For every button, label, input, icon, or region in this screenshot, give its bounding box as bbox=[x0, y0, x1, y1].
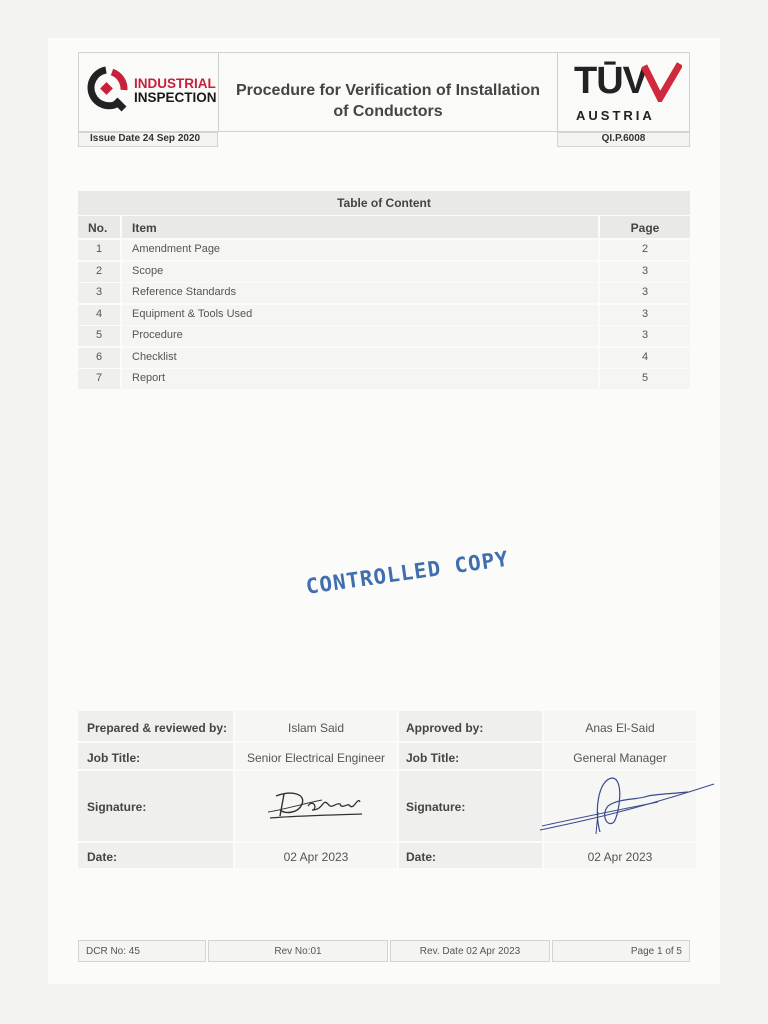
toc-cell-bg bbox=[122, 348, 598, 368]
tuv-logo bbox=[570, 58, 685, 126]
tuv-wordmark: TŪV bbox=[574, 60, 647, 102]
toc-row-item: Report bbox=[132, 372, 166, 384]
prepared-date: 02 Apr 2023 bbox=[283, 850, 349, 864]
toc-row-number: 7 bbox=[95, 372, 103, 384]
toc-row-number: 4 bbox=[95, 308, 103, 320]
prepared-by-name: Islam Said bbox=[287, 721, 345, 735]
logo-line1: INDUSTRIAL bbox=[134, 76, 216, 91]
approved-job-title: General Manager bbox=[573, 751, 667, 765]
toc-row-page: 3 bbox=[641, 329, 649, 341]
page-number: Page 1 of 5 bbox=[630, 946, 682, 957]
document-code: QI.P.6008 bbox=[601, 133, 646, 144]
toc-cell-bg bbox=[122, 326, 598, 346]
toc-row-page: 3 bbox=[641, 308, 649, 320]
approved-by-label: Approved by: bbox=[406, 721, 484, 735]
toc-row-item: Reference Standards bbox=[132, 286, 236, 298]
toc-row-number: 6 bbox=[95, 351, 103, 363]
prepared-date-label: Date: bbox=[87, 850, 118, 864]
logo-line2: INSPECTION bbox=[134, 90, 217, 105]
revision-date: Rev. Date 02 Apr 2023 bbox=[419, 946, 521, 957]
approved-by-name: Anas El-Said bbox=[585, 721, 655, 735]
toc-row-page: 3 bbox=[641, 265, 649, 277]
toc-row-number: 3 bbox=[95, 286, 103, 298]
approved-date: 02 Apr 2023 bbox=[587, 850, 653, 864]
controlled-copy-stamp: CONTROLLED COPY bbox=[304, 546, 511, 599]
toc-cell-bg bbox=[122, 369, 598, 389]
prepared-signature-label: Signature: bbox=[87, 800, 147, 814]
title-line2: of Conductors bbox=[333, 103, 443, 120]
toc-row-number: 1 bbox=[95, 243, 103, 255]
approved-signature-image bbox=[538, 772, 718, 838]
company-logo bbox=[82, 64, 217, 114]
dcr-number: DCR No: 45 bbox=[86, 946, 140, 957]
toc-row-page: 2 bbox=[641, 243, 649, 255]
toc-cell-bg bbox=[122, 262, 598, 282]
toc-row-item: Scope bbox=[132, 265, 164, 277]
prepared-job-title-label: Job Title: bbox=[87, 751, 141, 765]
toc-header-no: No. bbox=[88, 221, 108, 235]
approved-job-title-label: Job Title: bbox=[406, 751, 460, 765]
toc-row-page: 4 bbox=[641, 351, 649, 363]
company-logo-mark bbox=[82, 64, 132, 114]
toc-row-item: Procedure bbox=[132, 329, 183, 341]
toc-title: Table of Content bbox=[337, 196, 431, 210]
prepared-signature-image bbox=[262, 780, 372, 830]
prepared-by-label: Prepared & reviewed by: bbox=[87, 721, 228, 735]
toc-row-item: Checklist bbox=[132, 351, 177, 363]
toc-row-page: 3 bbox=[641, 286, 649, 298]
tuv-country: AUSTRIA bbox=[576, 108, 655, 123]
revision-number: Rev No:01 bbox=[274, 946, 322, 957]
toc-row-page: 5 bbox=[641, 372, 649, 384]
toc-row-number: 5 bbox=[95, 329, 103, 341]
toc-row-item: Equipment & Tools Used bbox=[132, 308, 253, 320]
toc-row-item: Amendment Page bbox=[132, 243, 221, 255]
title-line1: Procedure for Verification of Installation bbox=[235, 82, 541, 99]
toc-header-page: Page bbox=[630, 221, 660, 235]
approved-date-label: Date: bbox=[406, 850, 437, 864]
prepared-job-title: Senior Electrical Engineer bbox=[246, 751, 386, 765]
toc-row-number: 2 bbox=[95, 265, 103, 277]
approved-signature-label: Signature: bbox=[406, 800, 466, 814]
toc-header-item: Item bbox=[132, 221, 157, 235]
tuv-check-icon bbox=[642, 62, 682, 102]
document-title bbox=[222, 80, 554, 122]
issue-date: Issue Date 24 Sep 2020 bbox=[90, 133, 201, 144]
